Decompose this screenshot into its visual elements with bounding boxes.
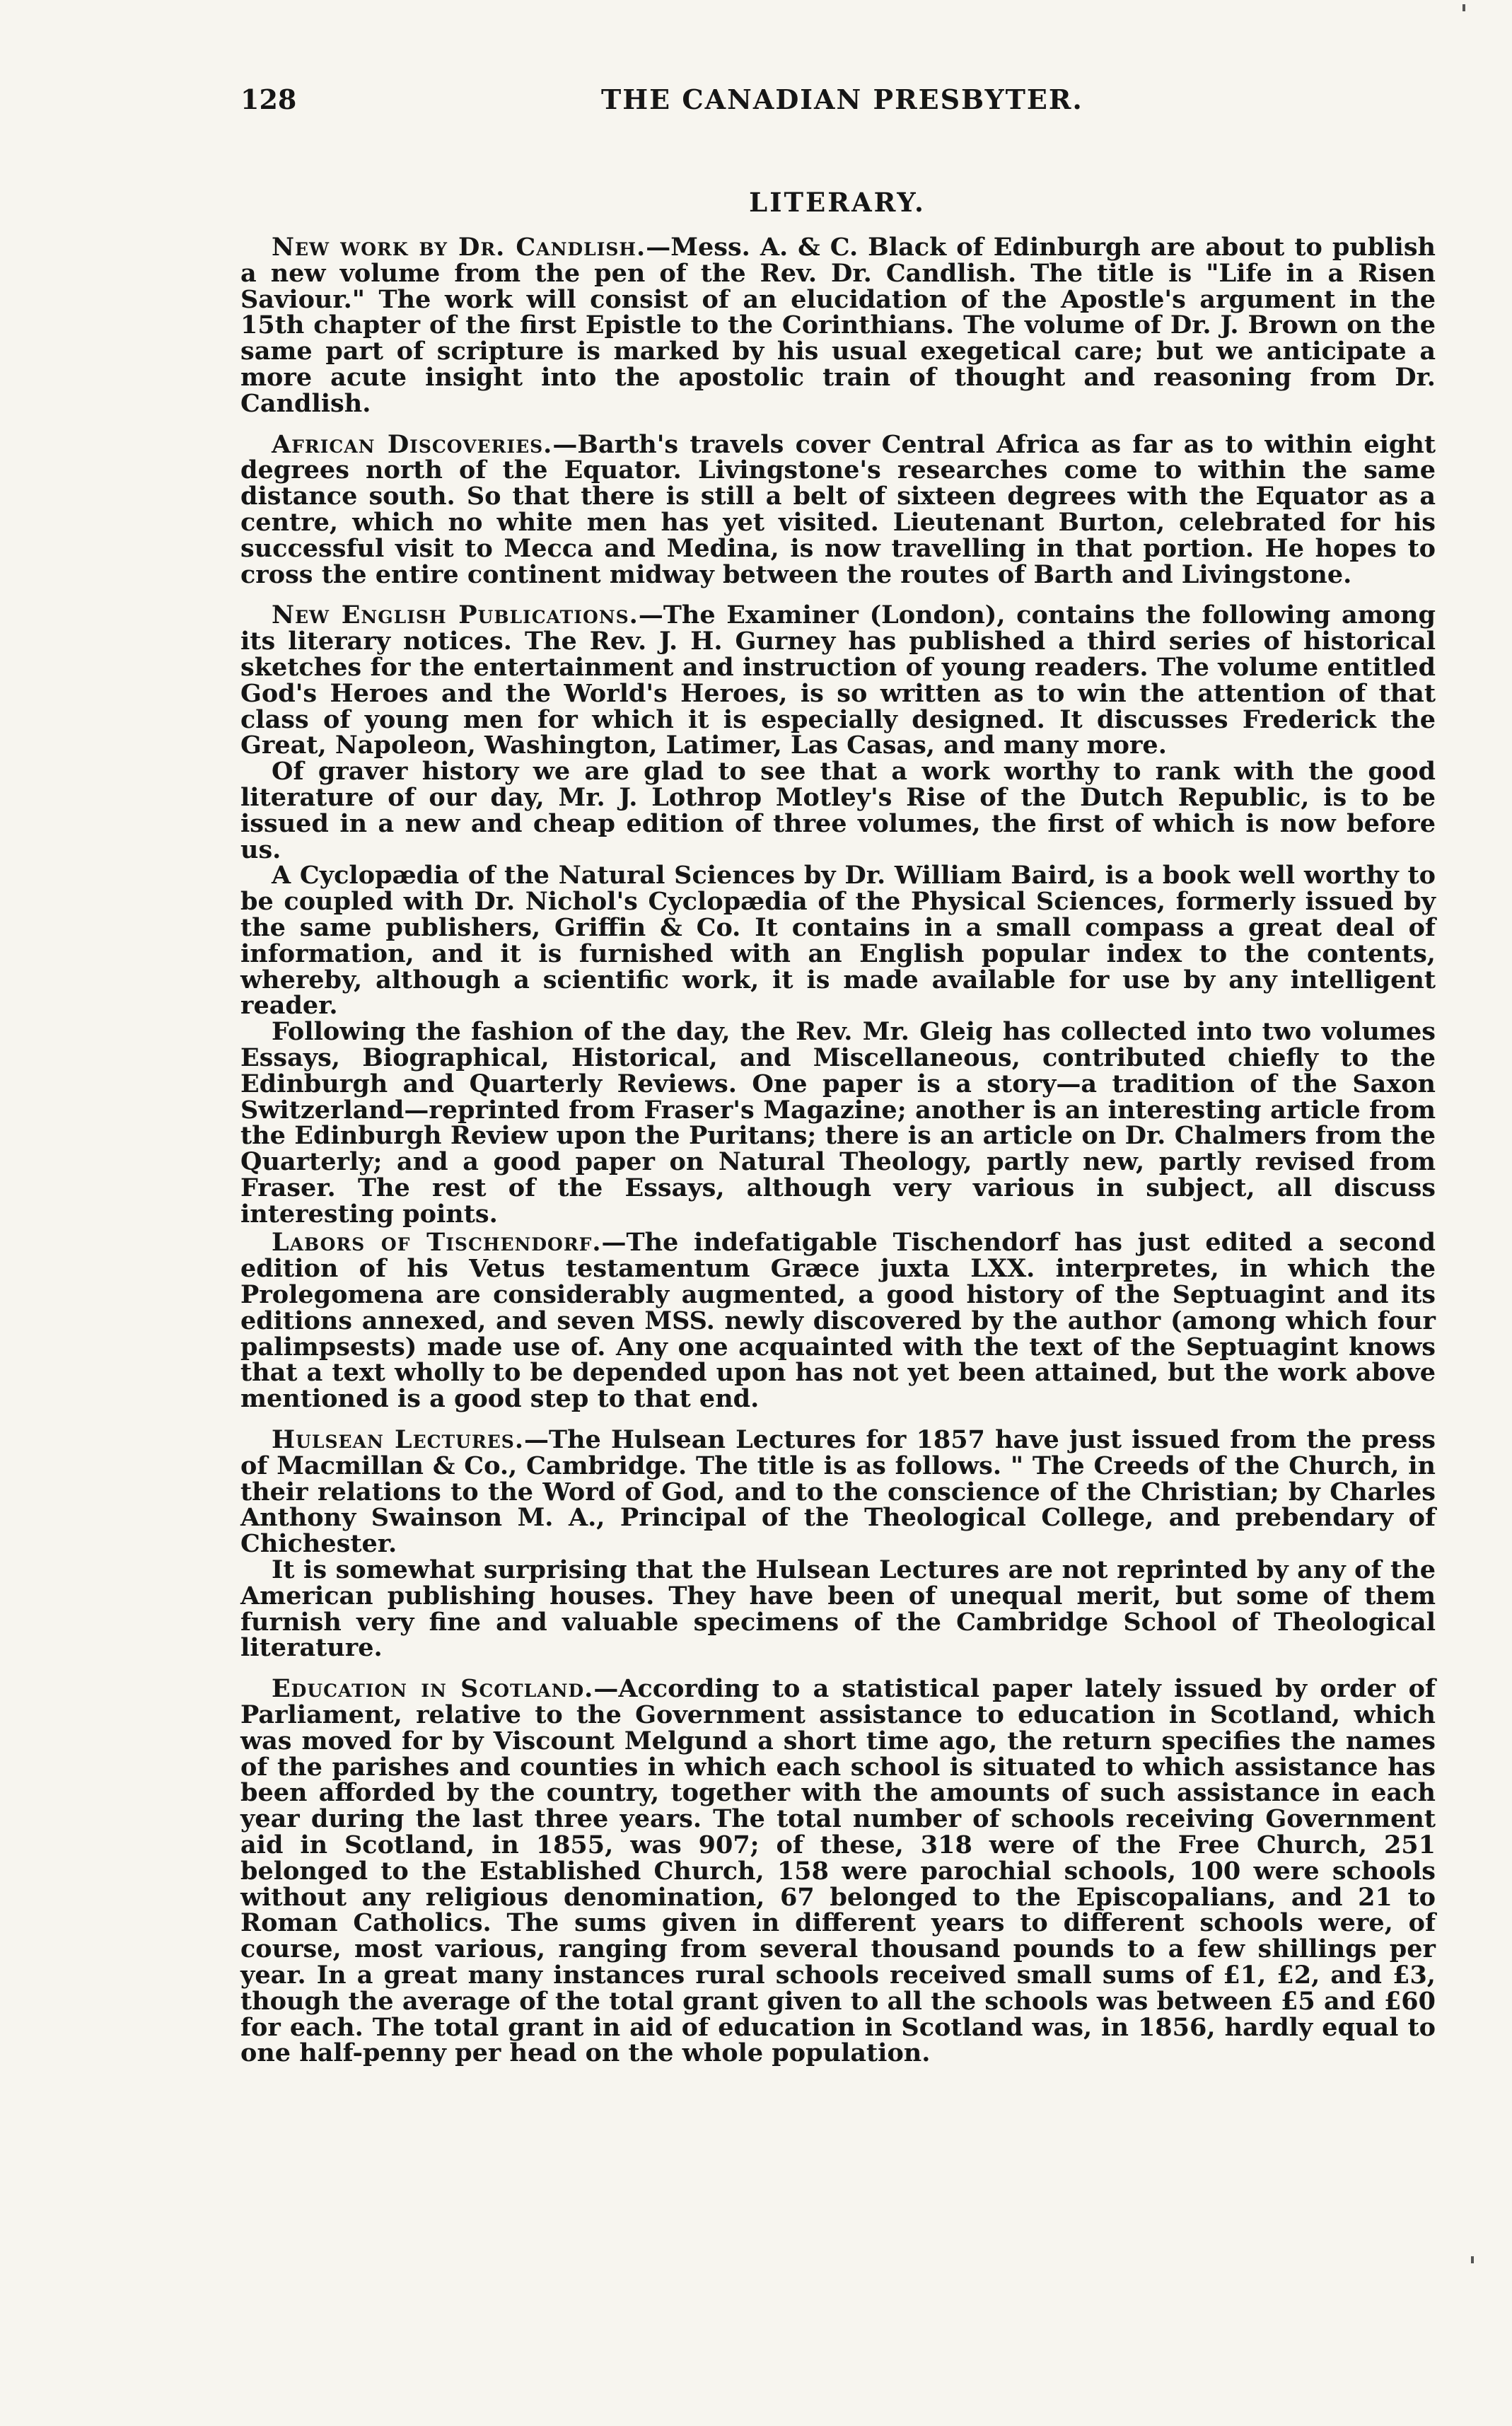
section-title: LITERARY.: [749, 187, 926, 218]
article-lead: Education in Scotland.: [272, 1674, 594, 1704]
article-text: —The Hulsean Lectures for 1857 have just issued from the press of Macmillan & Co., Cambridge. The title is as follows. " The Creeds of the Church, in their relations to the Word of God, and to the conscience of the Christian; by Charles Anthony Swainson M. A., Principal of the Theological College, and prebendary of Chichester.: [240, 1425, 1436, 1559]
running-head: [240, 83, 1434, 129]
article-text: —The indefatigable Tischendorf has just edited a second edition of his Vetus testamentum Græce juxta LXX. interpretes, in which the Prolegomena are considerably augmented, a good history of the Septuagint and its editions annexed, and seven MSS. newly discovered by the author (among which four palimpsests) made use of. Any one acquainted with the text of the Septuagint knows that a text wholly to be depended upon has not yet been attained, but the work above mentioned is a good step to that end.: [240, 1228, 1436, 1414]
article-text: —The Examiner (London), contains the following among its literary notices. The Rev. J. H. Gurney has published a third series of historical sketches for the entertainment and instruction of young readers. The volume entitled God's Heroes and the World's Heroes, is so written as to win the attention of that class of young men for which it is especially designed. It discusses Frederick the Great, Napoleon, Washington, Latimer, Las Casas, and many more.: [240, 600, 1436, 760]
article-lead: New English Publications.: [272, 600, 639, 630]
article-text: —Barth's travels cover Central Africa as far as to within eight degrees north of the Equator. Livingstone's researches come to within the same distance south. So that there is still a belt of sixteen degrees with the Equator as a centre, which no white men has yet visited. Lieutenant Burton, celebrated for his successful visit to Mecca and Medina, is now travelling in that portion. He hopes to cross the entire continent midway between the routes of Barth and Livingstone.: [240, 429, 1436, 589]
article-paragraph: [240, 429, 1436, 589]
article-text: —Mess. A. & C. Black of Edinburgh are about to publish a new volume from the pen of the Rev. Dr. Candlish. The title is "Life in a Risen Saviour." The work will consist of an elucidation of the Apostle's argument in the 15th chapter of the first Epistle to the Corinthians. The volume of Dr. J. Brown on the same part of scripture is marked by his usual exegetical care; but we anticipate a more acute insight into the apostolic train of thought and reasoning from Dr. Candlish.: [240, 233, 1436, 418]
article-lead: Labors of Tischendorf.: [272, 1228, 602, 1258]
article-paragraph: [240, 1676, 1436, 2067]
article-paragraph: Of graver history we are glad to see that a work worthy to rank with the good literature of our day, Mr. J. Lothrop Motley's Rise of the Dutch Republic, is to be issued in a new and cheap edition of three volumes, the first of which is now before us.: [240, 757, 1436, 864]
scan-speck: [1471, 2256, 1474, 2263]
article-paragraph: Following the fashion of the day, the Rev. Mr. Gleig has collected into two volumes Essays, Biographical, Historical, and Miscellaneous, contributed chiefly to the Edinburgh and Quarterly Reviews. One paper is a story—a tradition of the Saxon Switzerland—reprinted from Fraser's Magazine; another is an interesting article from the Edinburgh Review upon the Puritans; there is an article on Dr. Chalmers from the Quarterly; and a good paper on Natural Theology, partly new, partly revised from Fraser. The rest of the Essays, although very various in subject, all discuss interesting points.: [240, 1017, 1436, 1229]
scan-speck: [1462, 4, 1465, 11]
article-lead: African Discoveries.: [272, 429, 553, 459]
article-paragraph: [240, 235, 1436, 417]
article-paragraph: [240, 600, 1436, 760]
article-lead: New work by Dr. Candlish.: [272, 233, 646, 262]
article-text: —According to a statistical paper lately issued by order of Parliament, relative to the Government assistance to education in Scotland, which was moved for by Viscount Melgund a short time ago, the return specifies the names of the parishes and counties in which each school is situated to which assistance has been afforded by the country, together with the amounts of such assistance in each year during the last three years. The total number of schools receiving Government aid in Scotland, in 1855, was 907; of these, 318 were of the Free Church, 251 belonged to the Established Church, 158 were parochial schools, 100 were schools without any religious denomination, 67 belonged to the Episcopalians, and 21 to Roman Catholics. The sums given in different years to different schools were, of course, most various, ranging from several thousand pounds to a few shillings per year. In a great many instances rural schools received small sums of £1, £2, and £3, though the average of the total grant given to all the schools was between £5 and £60 for each. The total grant in aid of education in Scotland was, in 1856, hardly equal to one half-penny per head on the whole population.: [240, 1674, 1436, 2068]
article-column: [240, 235, 1436, 2067]
page-number: 128: [240, 83, 297, 115]
article-paragraph: It is somewhat surprising that the Hulsean Lectures are not reprinted by any of the American publishing houses. They have been of unequal merit, but some of them furnish very fine and valuable specimens of the Cambridge School of Theological literature.: [240, 1555, 1436, 1663]
article-paragraph: A Cyclopædia of the Natural Sciences by Dr. William Baird, is a book well worthy to be coupled with Dr. Nichol's Cyclopædia of the Physical Sciences, formerly issued by the same publishers, Griffin & Co. It contains in a small compass a great deal of information, and it is furnished with an English popular index to the contents, whereby, although a scientific work, it is made available for use by any intelligent reader.: [240, 861, 1436, 1021]
journal-title: THE CANADIAN PRESBYTER.: [601, 83, 1083, 115]
article-paragraph: [240, 1427, 1436, 1557]
article-paragraph: [240, 1230, 1436, 1412]
article-lead: Hulsean Lectures.: [272, 1425, 525, 1455]
